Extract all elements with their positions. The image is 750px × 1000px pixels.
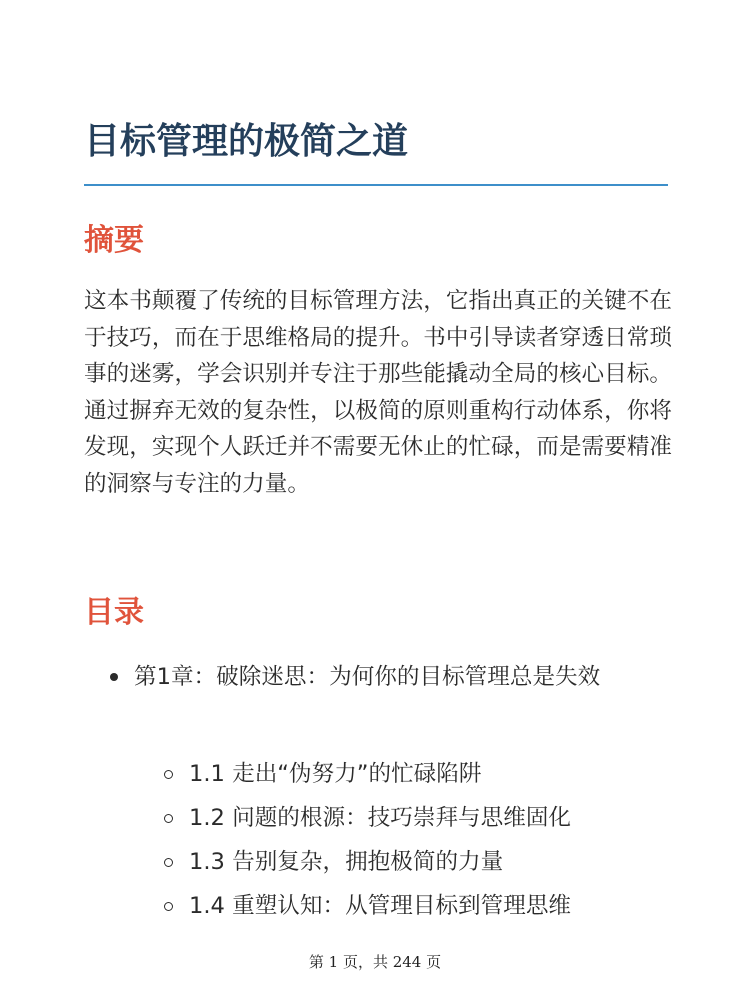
- toc-section-label: 1.3 告别复杂，拥抱极简的力量: [189, 849, 504, 875]
- toc-section-1-2[interactable]: [84, 796, 668, 840]
- bullet-circle-icon: [164, 814, 173, 823]
- page-number-footer: 第 1 页，共 244 页: [308, 953, 442, 971]
- bullet-disc-icon: [110, 673, 118, 681]
- bullet-circle-icon: [164, 770, 173, 779]
- toc-chapter-1-label: 第1章：破除迷思：为何你的目标管理总是失效: [134, 664, 601, 690]
- toc-heading: 目录: [84, 595, 144, 630]
- toc-section-label: 1.1 走出“伪努力”的忙碌陷阱: [189, 761, 482, 787]
- toc-section-1-4[interactable]: [84, 884, 668, 928]
- bullet-circle-icon: [164, 858, 173, 867]
- title-divider: [84, 184, 668, 186]
- summary-heading: 摘要: [84, 223, 144, 258]
- toc-chapter-1[interactable]: [84, 659, 668, 695]
- toc-section-list: [84, 752, 668, 928]
- toc-section-label: 1.2 问题的根源：技巧崇拜与思维固化: [189, 805, 572, 831]
- toc-section-1-1[interactable]: [84, 752, 668, 796]
- document-title: 目标管理的极简之道: [84, 121, 409, 162]
- toc-section-label: 1.4 重塑认知：从管理目标到管理思维: [189, 893, 572, 919]
- table-of-contents: [84, 659, 668, 695]
- toc-section-1-3[interactable]: [84, 840, 668, 884]
- summary-paragraph: 这本书颠覆了传统的目标管理方法，它指出真正的关键不在于技巧，而在于思维格局的提升。书中引导读者穿透日常琐事的迷雾，学会识别并专注于那些能撬动全局的核心目标。通过摒弃无效的复杂性，以极简的原则重构行动体系，你将发现，实现个人跃迁并不需要无休止的忙碌，而是需要精准的洞察与专注的力量。: [84, 288, 672, 497]
- bullet-circle-icon: [164, 902, 173, 911]
